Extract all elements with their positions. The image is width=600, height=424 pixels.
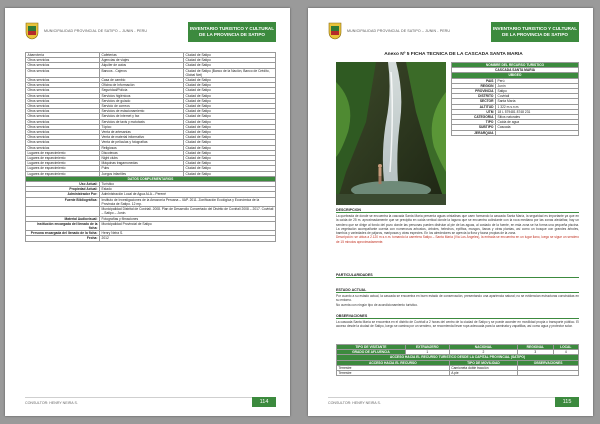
service-type: Otros servicios (26, 68, 100, 77)
visitor-header: LOCAL (553, 345, 578, 350)
page-footer (25, 397, 276, 407)
service-location: Ciudad de Satipo (184, 119, 276, 124)
inventory-title-box (188, 22, 276, 42)
visitor-header: EXTRANJERO (405, 345, 449, 350)
description-note: Descripción: se ubica a 2.120 m.s.n.m. tomando la carretera Satipo – Santa María (Vía Los Ángeles), la entrada se encuentra en un lugar llano, luego se sigue un sendero de 15 minutos aproximadamente. (336, 235, 579, 244)
service-location: Ciudad de Satipo (Banco de la Nación, Banco de Crédito, Global Net) (184, 68, 276, 77)
page-number: 114 (252, 397, 276, 407)
access-cell (518, 371, 579, 376)
municipality-name: MUNICIPALIDAD PROVINCIAL DE SATIPO – JUNIN - PERU (347, 29, 451, 33)
service-location: Ciudad de Satipo (184, 63, 276, 68)
complementary-value: Municipalidad Distrital de Coviriali. 2008. Plan de Desarrollo Concertado del Distrito de Coviriali 2008 – 2017. Coviriali – Satipo – Junín. (100, 207, 276, 216)
page-footer (328, 397, 579, 407)
info-value: Cascada (496, 125, 579, 130)
table-row (26, 221, 276, 230)
service-type: Lugares de esparcimiento (26, 171, 100, 176)
inventory-title-line2: DE LA PROVINCIA DE SATIPO (199, 31, 265, 37)
service-name: Servicios de internet y fax (100, 114, 184, 119)
info-value: Perú (496, 78, 579, 83)
access-cell: Terrestre (337, 371, 450, 376)
info-label: SECTOR (452, 99, 496, 104)
service-type: Lugares de esparcimiento (26, 150, 100, 155)
page-header (328, 22, 579, 44)
complementary-value: Estado (100, 187, 276, 192)
service-type: Otros servicios (26, 114, 100, 119)
access-cell: A pie (449, 371, 517, 376)
info-label: REGION (452, 83, 496, 88)
service-name: Juegos infantiles (100, 171, 184, 176)
service-type: Otros servicios (26, 109, 100, 114)
municipality-name: MUNICIPALIDAD PROVINCIAL DE SATIPO – JUNIN - PERU (44, 29, 148, 33)
observations-heading: OBSERVACIONES (336, 314, 579, 319)
complementary-value: Administración Local de Agua ALA – Perené (100, 192, 276, 197)
inventory-title-box (491, 22, 579, 42)
page-header (25, 22, 276, 44)
service-location: Ciudad de Satipo (184, 53, 276, 58)
inventory-title-line1: INVENTARIO TURISTICO Y CULTURAL (189, 25, 275, 31)
complementary-label: Uso Actual: (26, 182, 100, 187)
description-heading: DESCRIPCION (336, 208, 579, 213)
complementary-value: 2012 (100, 236, 276, 241)
resource-info-table (451, 62, 579, 136)
service-location: Ciudad de Satipo (184, 104, 276, 109)
service-name: Servicios de estacionamiento (100, 109, 184, 114)
complementary-label: Propiedad Actual: (26, 187, 100, 192)
description-body: La quebrada de donde se encuentra la cascada Santa María presenta aguas cristalinas que caen formando la cascada Santa María, la seguridad es importante ya que en la caída de 25 m. aproximadamente que se precipita en caída vertical donde la laguna que se encuentra colindante con la roca mediana por las zonas aledañas; hay un sendero que se dirige al fondo del pozo donde las personas pueden disfrutar al pie de las aguas, al costado de la fuente, en esta zona se ha forma una pequeña piscina. La vegetación acompañante cuenta con numerosos arbustos, árboles, helechos, epífitas, musgos, lianas y otras plantas, así como un bosque con grandes árboles, bambús y variedades de pájaros, mariposas y otras especies. En los alrededores se aprecia la flora y fauna propias de la zona. (336, 214, 579, 236)
resource-name: CASCADA SANTA MARIA (452, 68, 579, 73)
visitor-table (336, 344, 579, 376)
service-name: Night clubs (100, 156, 184, 161)
complementary-label: Institución encargada del llenado de la ficha: (26, 221, 100, 230)
complementary-value: Henry Neira S. (100, 231, 276, 236)
service-name: Seguridad/Policía (100, 88, 184, 93)
service-location: Ciudad de Satipo (184, 166, 276, 171)
ubigeo-heading: UBIGEO (452, 73, 579, 78)
service-name: Discotecas (100, 150, 184, 155)
consultant-name: CONSULTOR: HENRY NEIRA S. (25, 401, 78, 405)
service-type: Otros servicios (26, 63, 100, 68)
service-name: Venta de películas y fotografías (100, 140, 184, 145)
visitor-header: TIPO DE VISITANTE (337, 345, 406, 350)
waterfall-photo (336, 62, 446, 205)
service-location: Ciudad de Satipo (184, 58, 276, 63)
current-state-note: No cuenta con ningún tipo de acondicionamiento turístico. (336, 302, 418, 307)
service-location: Ciudad de Satipo (184, 140, 276, 145)
complementary-value: Turístico (100, 182, 276, 187)
service-location: Ciudad de Satipo (184, 156, 276, 161)
complementary-label: Fuente Bibliográfica: (26, 197, 100, 206)
service-type: Otros servicios (26, 83, 100, 88)
service-name: Máquinas tragamonedas (100, 161, 184, 166)
visitor-header: REGIONAL (518, 345, 553, 350)
inventory-title-line1: INVENTARIO TURISTICO Y CULTURAL (492, 25, 578, 31)
affluence-label: GRADO DE AFLUENCIA (337, 350, 406, 355)
service-type: Otros servicios (26, 104, 100, 109)
service-name: Pubs (100, 166, 184, 171)
complementary-label (26, 207, 100, 216)
complementary-label: Material Audiovisual: (26, 216, 100, 221)
info-label: UTM (452, 109, 496, 114)
consultant-name: CONSULTOR: HENRY NEIRA S. (328, 401, 381, 405)
left-page (5, 8, 290, 416)
info-value: Satipo (496, 89, 579, 94)
service-type: Otros servicios (26, 88, 100, 93)
service-type: Otros servicios (26, 119, 100, 124)
table-row (26, 236, 276, 241)
services-table (25, 52, 276, 242)
service-name: Casa de cambio (100, 78, 184, 83)
affluence-value: 4 (553, 350, 578, 355)
current-state-text (336, 294, 579, 307)
info-value: Coviriali (496, 94, 579, 99)
table-row (26, 207, 276, 216)
service-type: Otros servicios (26, 124, 100, 129)
table-row (26, 68, 276, 77)
observations-text: La cascada Santa María se encuentra en el distrito de Coviriali a 2 horas del centro de la ciudad de Satipo y se puede acceder en movilidad propia o transporte público. El acceso desde la ciudad de Satipo, luego se camina por un sendero, se recomienda llevar ropa adecuada para la caminata y zapatillas, así como agua y protector solar. (336, 320, 579, 329)
service-type: Lugares de esparcimiento (26, 156, 100, 161)
info-value: Santa María (496, 99, 579, 104)
service-name: Venta de material informativo (100, 135, 184, 140)
service-location: Ciudad de Satipo (184, 130, 276, 135)
service-type: Otros servicios (26, 93, 100, 98)
municipal-logo (328, 22, 342, 40)
access-header: ACCESO HACIA EL RECURSO (337, 360, 450, 365)
access-header: TIPO DE MOVILIDAD (449, 360, 517, 365)
info-label: JERARQUIA (452, 130, 496, 135)
access-header: OBSERVACIONES (518, 360, 579, 365)
service-location: Ciudad de Satipo (184, 88, 276, 93)
anexo-title: Anexo Nº 5 FICHA TECNICA DE LA CASCADA SANTA MARIA (384, 52, 523, 57)
service-type: Otros servicios (26, 58, 100, 63)
complementary-label: Administrador Por: (26, 192, 100, 197)
info-value: Sitios naturales (496, 115, 579, 120)
info-label: DISTRITO (452, 94, 496, 99)
service-location: Ciudad de Satipo (184, 98, 276, 103)
info-value: Caída de agua (496, 120, 579, 125)
info-label: CATEGORIA (452, 115, 496, 120)
service-location: Ciudad de Satipo (184, 78, 276, 83)
complementary-value: Fotografías y filmaciones (100, 216, 276, 221)
complementary-heading: DATOS COMPLEMENTARIOS (26, 176, 276, 181)
service-location: Ciudad de Satipo (184, 150, 276, 155)
service-name: Agencias de viajes (100, 58, 184, 63)
service-type: Abarrotería (26, 53, 100, 58)
access-cell: Terrestre (337, 365, 450, 370)
info-value: 1 322 m.s.n.m. (496, 104, 579, 109)
right-page (308, 8, 593, 416)
table-row (26, 197, 276, 206)
complementary-label: Fecha: (26, 236, 100, 241)
municipal-logo (25, 22, 39, 40)
info-label: ALTITUD (452, 104, 496, 109)
info-value: 18 L 579481 8748 231 (496, 109, 579, 114)
current-state-body: Por cuanto a su estado actual, la cascada se encuentra en buen estado de conservación, presentando una apariencia natural; no se evidencian estructuras construidas en su entorno. (336, 294, 579, 303)
resource-name-heading: NOMBRE DEL RECURSO TURISTICO (452, 63, 579, 68)
service-type: Otros servicios (26, 78, 100, 83)
info-value: Junín (496, 83, 579, 88)
complementary-value: Municipalidad Provincial de Satipo (100, 221, 276, 230)
service-name: Servicios de guiado (100, 98, 184, 103)
info-label: PAIS (452, 78, 496, 83)
table-row (452, 130, 579, 135)
service-location: Ciudad de Satipo (184, 145, 276, 150)
service-location: Ciudad de Satipo (184, 161, 276, 166)
current-state-heading: ESTADO ACTUAL (336, 288, 579, 293)
affluence-value: 1 (405, 350, 449, 355)
service-type: Otros servicios (26, 145, 100, 150)
service-name: Alquiler de autos (100, 63, 184, 68)
info-label: TIPO (452, 120, 496, 125)
service-name: Oficina de Información (100, 83, 184, 88)
info-label: PROVINCIA (452, 89, 496, 94)
service-type: Otros servicios (26, 140, 100, 145)
service-name: Tópico (100, 124, 184, 129)
service-name: Cafeterías (100, 53, 184, 58)
service-name: Servicio de correos (100, 104, 184, 109)
service-location: Ciudad de Satipo (184, 124, 276, 129)
visitor-header: NACIONAL (449, 345, 517, 350)
service-name: Religiosos (100, 145, 184, 150)
service-type: Lugares de esparcimiento (26, 166, 100, 171)
complementary-value: Instituto de Investigaciones de la Amazonía Peruana – IIAP. 2011. Zonificación Ecológica y Económica de la Provincia de Satipo. 12 mp. (100, 197, 276, 206)
info-label: SUBTIPO (452, 125, 496, 130)
service-type: Otros servicios (26, 130, 100, 135)
complementary-label: Persona encargada del llenado de la ficha: (26, 231, 100, 236)
service-location: Ciudad de Satipo (184, 93, 276, 98)
access-cell: Camioneta doble tracción (449, 365, 517, 370)
service-name: Venta de artesanías (100, 130, 184, 135)
affluence-value: 3 (518, 350, 553, 355)
affluence-value: 2 (449, 350, 517, 355)
service-name: Servicios higiénicos (100, 93, 184, 98)
description-text (336, 214, 579, 244)
service-location: Ciudad de Satipo (184, 114, 276, 119)
service-location: Ciudad de Satipo (184, 171, 276, 176)
table-row (337, 371, 579, 376)
particularities-heading: PARTICULARIDADES (336, 273, 579, 278)
service-location: Ciudad de Satipo (184, 83, 276, 88)
page-number: 115 (555, 397, 579, 407)
service-location: Ciudad de Satipo (184, 109, 276, 114)
service-type: Otros servicios (26, 135, 100, 140)
service-name: Bancos - Cajeros (100, 68, 184, 77)
inventory-title-line2: DE LA PROVINCIA DE SATIPO (502, 31, 568, 37)
info-value (496, 130, 579, 135)
service-type: Otros servicios (26, 98, 100, 103)
service-name: Servicios de taxis y mototaxis (100, 119, 184, 124)
service-type: Lugares de esparcimiento (26, 161, 100, 166)
service-location: Ciudad de Satipo (184, 135, 276, 140)
access-heading: ACCESO HACIA EL RECURSO TURISTICO DESDE LA CAPITAL PROVINCIAL (SATIPO) (337, 355, 579, 360)
